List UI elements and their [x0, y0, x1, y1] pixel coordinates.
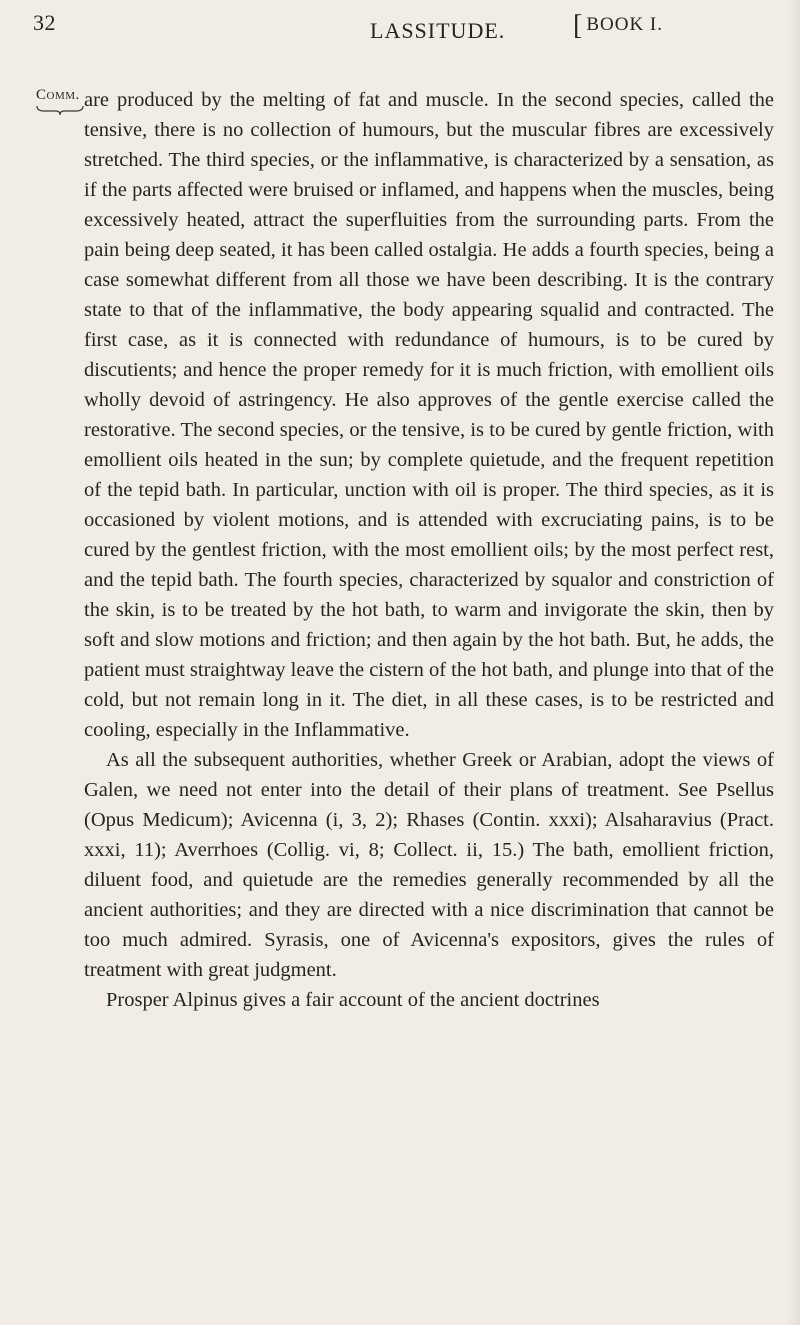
margin-note-commentary: Comm. — [36, 87, 80, 103]
book-label: BOOK — [586, 14, 645, 35]
book-reference — [573, 12, 663, 40]
margin-brace-icon — [36, 104, 84, 116]
body-text — [84, 85, 774, 1015]
open-bracket: [ — [573, 10, 584, 41]
paragraph-2: As all the subsequent authorities, whether Greek or Arabian, adopt the views of Galen, we need not enter into the detail of their plans of treatment. See Psellus (Opus Medicum); Avicenna (i, 3, 2); Rhases (Contin. xxxi); Alsaharavius (Pract. xxxi, 11); Averrhoes (Collig. vi, 8; Collect. ii, 15.) The bath, emollient friction, diluent food, and quietude are the remedies generally recommended by all the ancient authorities; and they are directed with a nice discrimination that cannot be too much admired. Syrasis, one of Avicenna's expositors, gives the rules of treatment with great judgment. — [84, 749, 774, 981]
page-number: 32 — [33, 10, 56, 35]
paragraph-1: are produced by the melting of fat and muscle. In the second species, called the tensive, there is no collection of humours, but the muscular fibres are excessively stretched. The third species, or the inflammative, is characterized by a sensation, as if the parts affected were bruised or inflamed, and happens when the muscles, being excessively heated, attract the superfluities from the surrounding parts. From the pain being deep seated, it has been called ostalgia. He adds a fourth species, being a case somewhat different from all those we have been describing. It is the contrary state to that of the inflammative, the body appearing squalid and contracted. The first case, as it is connected with redundance of humours, is to be cured by discutients; and hence the proper remedy for it is much friction, with emollient oils wholly devoid of astringency. He also approves of the gentle exercise called the restorative. The second species, or the tensive, is to be cured by gentle friction, with emollient oils heated in the sun; by complete quietude, and the frequent repetition of the tepid bath. In particular, unction with oil is proper. The third species, as it is occasioned by violent motions, and is attended with excruciating pains, is to be cured by the gentlest friction, with the most emollient oils; by the most perfect rest, and the tepid bath. The fourth species, characterized by squalor and constriction of the skin, is to be treated by the hot bath, to warm and invigorate the skin, then by soft and slow motions and friction; and then again by the hot bath. But, he adds, the patient must straightway leave the cistern of the hot bath, and plunge into that of the cold, but not remain long in it. The diet, in all these cases, is to be restricted and cooling, especially in the Inflammative. — [84, 89, 774, 741]
page-edge-shadow — [786, 0, 800, 1325]
running-title: LASSITUDE. — [370, 18, 506, 43]
book-number: I. — [649, 14, 663, 35]
paragraph-3: Prosper Alpinus gives a fair account of the ancient doctrines — [106, 989, 600, 1011]
